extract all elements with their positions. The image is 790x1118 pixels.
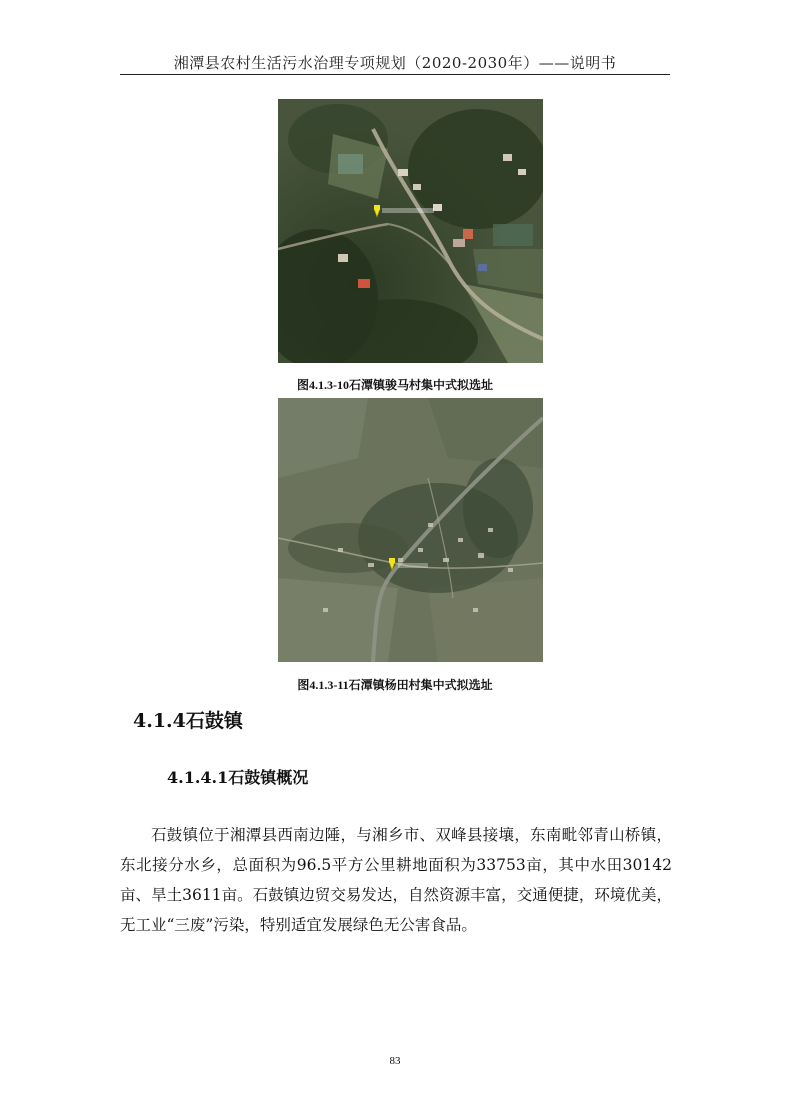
figure-caption-1: 图4.1.3-10石潭镇骏马村集中式拟选址	[297, 378, 493, 392]
satellite-image-junma-village	[278, 99, 543, 363]
satellite-image-junma-graphic	[278, 99, 543, 363]
satellite-image-yangtian-graphic	[278, 398, 543, 662]
body-paragraph: 石鼓镇位于湘潭县西南边陲，与湘乡市、双峰县接壤，东南毗邻青山桥镇，东北接分水乡，总面积为96.5平方公里耕地面积为33753亩，其中水田30142亩、旱土3611亩。石鼓镇边贸交易发达，自然资源丰富，交通便捷，环境优美，无工业“三废”污染，特别适宜发展绿色无公害食品。	[120, 826, 672, 934]
page-header-title: 湘潭县农村生活污水治理专项规划（2020-2030年）——说明书	[173, 54, 617, 72]
section-heading: 4.1.4石鼓镇	[133, 710, 243, 732]
satellite-image-yangtian-village	[278, 398, 543, 662]
subsection-heading: 4.1.4.1石鼓镇概况	[167, 768, 309, 787]
header-rule	[120, 74, 670, 75]
figure-caption-2: 图4.1.3-11石潭镇杨田村集中式拟选址	[297, 678, 493, 692]
page-number: 83	[389, 1055, 401, 1067]
